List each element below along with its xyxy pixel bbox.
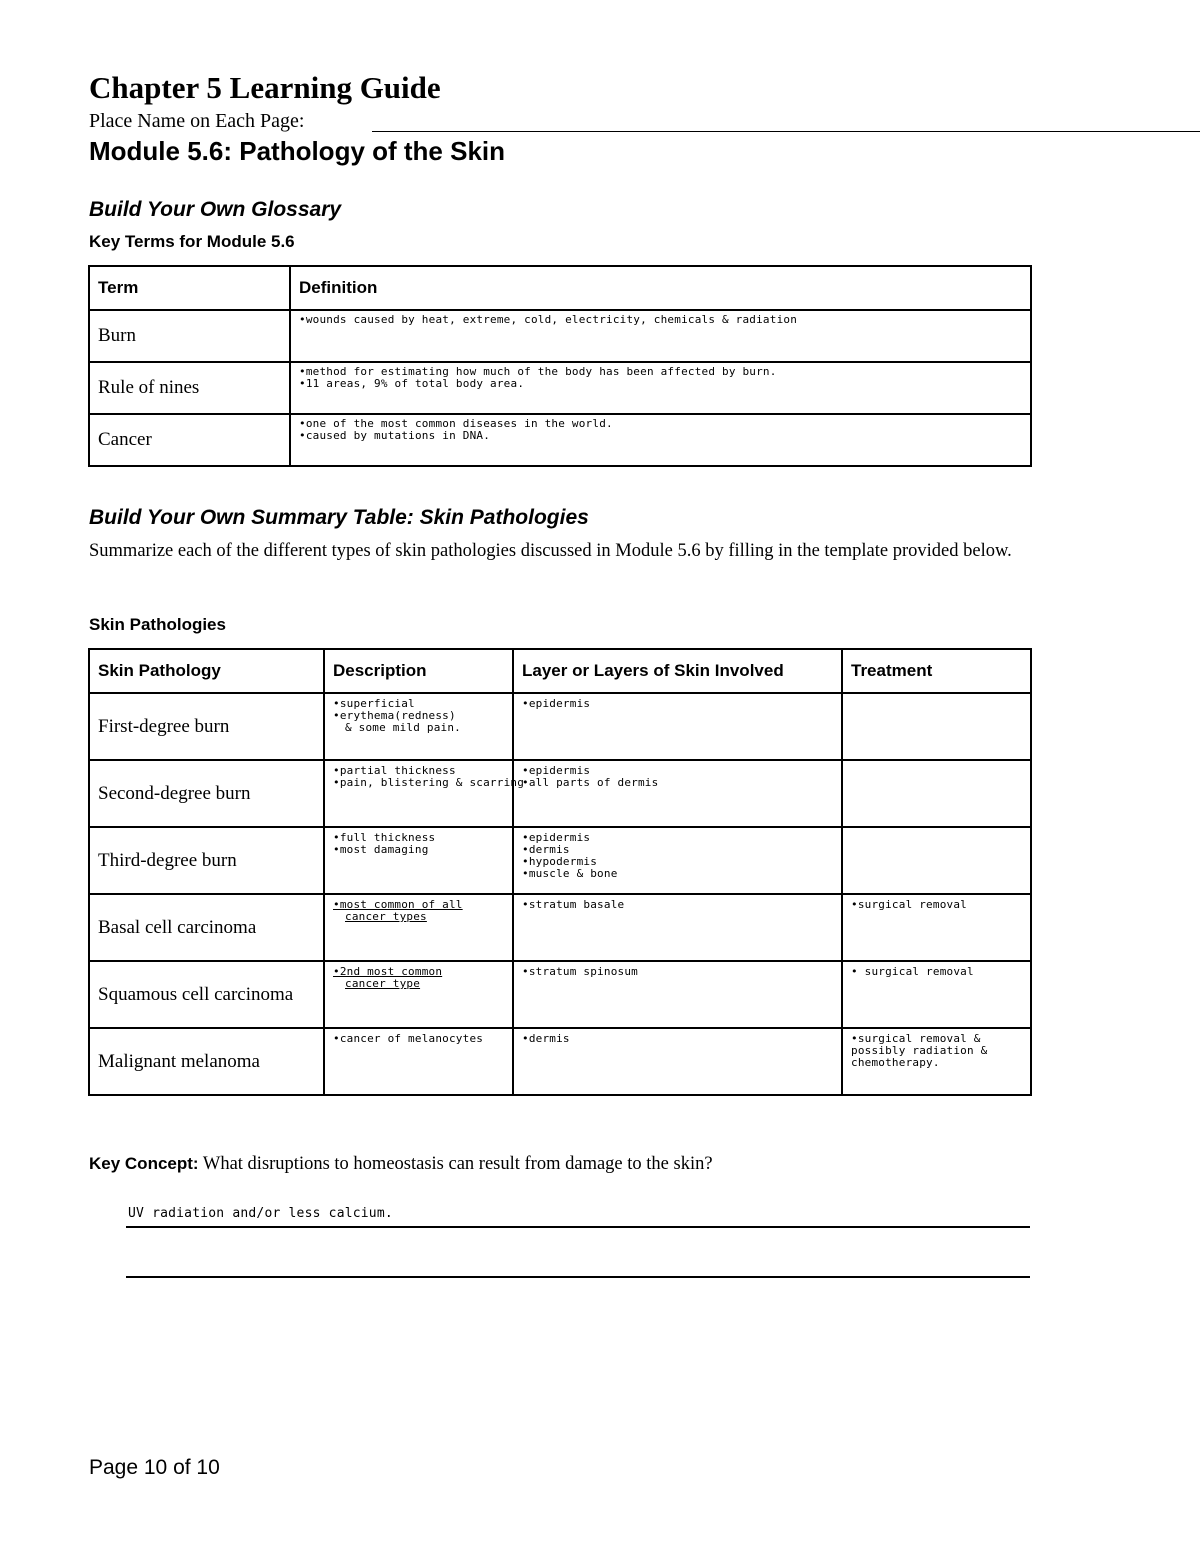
treatment-line: •surgical removal xyxy=(851,898,967,911)
page-number: Page 10 of 10 xyxy=(89,1456,220,1479)
pathology-header-row xyxy=(89,649,1031,693)
glossary-row xyxy=(89,310,1031,362)
name-label: Place Name on Each Page: xyxy=(89,110,305,132)
description-cell[interactable] xyxy=(324,760,525,827)
layers-cell[interactable] xyxy=(513,693,842,760)
layers-line: •hypodermis xyxy=(522,855,598,868)
column-header-term: Term xyxy=(89,266,290,310)
description-line: cancer type xyxy=(345,977,421,990)
answer-line[interactable] xyxy=(126,1276,1030,1278)
layers-line: •muscle & bone xyxy=(522,867,618,880)
pathology-name: Second-degree burn xyxy=(89,760,324,827)
skin-pathologies-table xyxy=(88,648,1032,1096)
layers-line: •dermis xyxy=(522,843,570,856)
definition-line: •method for estimating how much of the body has been affected by burn. xyxy=(299,365,777,378)
layers-line: •dermis xyxy=(522,1032,570,1045)
column-header-definition: Definition xyxy=(290,266,1031,310)
key-concept-question: What disruptions to homeostasis can result from damage to the skin? xyxy=(202,1154,713,1174)
description-cell[interactable] xyxy=(324,1028,513,1095)
description-line: •full thickness xyxy=(333,831,436,844)
layers-cell[interactable] xyxy=(513,827,842,894)
description-line: •erythema(redness) xyxy=(333,709,456,722)
pathology-row xyxy=(89,894,1031,961)
layers-cell[interactable] xyxy=(513,894,842,961)
definition-line: •caused by mutations in DNA. xyxy=(299,429,491,442)
definition-cell[interactable] xyxy=(290,414,1031,466)
pathology-row xyxy=(89,961,1031,1028)
definition-line: •11 areas, 9% of total body area. xyxy=(299,377,525,390)
pathology-name: First-degree burn xyxy=(89,693,324,760)
document-title: Chapter 5 Learning Guide xyxy=(89,70,441,105)
treatment-cell[interactable] xyxy=(842,894,1031,961)
treatment-cell[interactable] xyxy=(842,693,1031,760)
treatment-cell[interactable] xyxy=(842,1028,1031,1095)
treatment-line: chemotherapy. xyxy=(851,1056,940,1069)
description-cell[interactable] xyxy=(324,827,513,894)
key-terms-heading: Key Terms for Module 5.6 xyxy=(89,232,295,251)
term-cell: Burn xyxy=(89,310,290,362)
layers-cell[interactable] xyxy=(513,1028,842,1095)
description-line: cancer types xyxy=(345,910,427,923)
layers-line: •all parts of dermis xyxy=(522,776,659,789)
skin-pathologies-heading: Skin Pathologies xyxy=(89,615,226,634)
description-line: •pain, blistering & scarring xyxy=(333,776,525,789)
treatment-line: • surgical removal xyxy=(851,965,974,978)
treatment-cell[interactable] xyxy=(842,961,1031,1028)
pathology-name: Squamous cell carcinoma xyxy=(89,961,324,1028)
description-line: •2nd most common xyxy=(333,965,443,978)
treatment-cell[interactable] xyxy=(842,827,1031,894)
term-cell: Rule of nines xyxy=(89,362,290,414)
column-header-treatment: Treatment xyxy=(842,649,1031,693)
layers-line: •epidermis xyxy=(522,697,591,710)
layers-cell[interactable] xyxy=(513,961,842,1028)
answer-line[interactable] xyxy=(126,1226,1030,1228)
module-title: Module 5.6: Pathology of the Skin xyxy=(89,136,506,166)
pathology-row xyxy=(89,827,1031,894)
glossary-heading: Build Your Own Glossary xyxy=(89,198,342,221)
summary-heading: Build Your Own Summary Table: Skin Pathologies xyxy=(89,506,589,529)
description-line: •partial thickness xyxy=(333,764,456,777)
layers-line: •epidermis xyxy=(522,831,591,844)
description-cell[interactable] xyxy=(324,961,513,1028)
name-blank-line[interactable] xyxy=(372,131,1200,132)
layers-line: •stratum basale xyxy=(522,898,625,911)
description-line: & some mild pain. xyxy=(345,721,461,734)
description-line: •most common of all xyxy=(333,898,463,911)
treatment-cell[interactable] xyxy=(842,760,1031,827)
description-line: •most damaging xyxy=(333,843,429,856)
glossary-header-row xyxy=(89,266,1031,310)
term-cell: Cancer xyxy=(89,414,290,466)
layers-cell[interactable] xyxy=(513,760,842,827)
treatment-line: possibly radiation & xyxy=(851,1044,988,1057)
key-concept-answer: UV radiation and/or less calcium. xyxy=(128,1206,393,1221)
layers-line: •epidermis xyxy=(522,764,591,777)
definition-line: •wounds caused by heat, extreme, cold, electricity, chemicals & radiation xyxy=(299,313,798,326)
description-line: •superficial xyxy=(333,697,415,710)
key-concept xyxy=(89,1154,713,1175)
glossary-table xyxy=(88,265,1032,467)
description-cell[interactable] xyxy=(324,894,513,961)
key-concept-label: Key Concept: xyxy=(89,1154,199,1173)
pathology-name: Basal cell carcinoma xyxy=(89,894,324,961)
description-line: •cancer of melanocytes xyxy=(333,1032,484,1045)
pathology-row xyxy=(89,760,1031,827)
definition-cell[interactable] xyxy=(290,310,1031,362)
glossary-row xyxy=(89,414,1031,466)
layers-line: •stratum spinosum xyxy=(522,965,638,978)
pathology-name: Third-degree burn xyxy=(89,827,324,894)
definition-cell[interactable] xyxy=(290,362,1031,414)
column-header-skin-pathology: Skin Pathology xyxy=(89,649,324,693)
column-header-layers: Layer or Layers of Skin Involved xyxy=(513,649,842,693)
column-header-description: Description xyxy=(324,649,513,693)
pathology-name: Malignant melanoma xyxy=(89,1028,324,1095)
description-cell[interactable] xyxy=(324,693,513,760)
treatment-line: •surgical removal & xyxy=(851,1032,981,1045)
summary-instructions: Summarize each of the different types of skin pathologies discussed in Module 5.6 by filling in the template provided below. xyxy=(89,541,1012,561)
pathology-row xyxy=(89,693,1031,760)
definition-line: •one of the most common diseases in the world. xyxy=(299,417,613,430)
glossary-row xyxy=(89,362,1031,414)
pathology-row xyxy=(89,1028,1031,1095)
